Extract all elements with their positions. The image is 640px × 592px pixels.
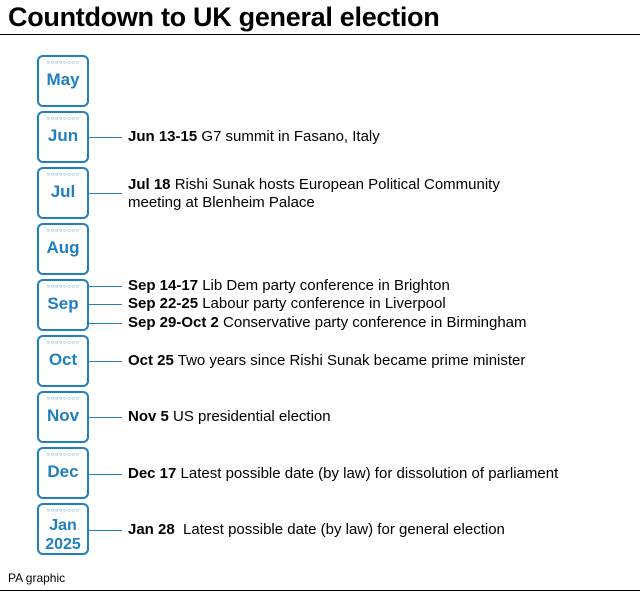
- event-conservative-conference: [128, 314, 527, 332]
- month-label: Nov: [46, 406, 80, 425]
- calendar-rings: ○○○○○○○○: [46, 284, 80, 290]
- calendar-rings: ○○○○○○○○: [46, 172, 80, 178]
- event-text: Conservative party conference in Birmingham: [218, 314, 527, 331]
- event-date: Nov 5: [128, 408, 169, 425]
- event-date: Sep 22-25: [128, 295, 199, 312]
- month-label: Aug: [46, 238, 80, 257]
- event-dissolution-deadline: [128, 465, 558, 483]
- event-election-deadline: [128, 521, 505, 539]
- event-date: Jun 13-15: [128, 128, 198, 145]
- event-text: Rishi Sunak hosts European Political Community: [170, 176, 500, 193]
- event-date: Oct 25: [128, 352, 174, 369]
- event-text: G7 summit in Fasano, Italy: [197, 128, 380, 145]
- connector-line: [89, 474, 122, 475]
- month-label: Sep: [47, 294, 79, 313]
- calendar-icon-nov: [37, 391, 89, 443]
- page-title: Countdown to UK general election: [8, 2, 440, 32]
- connector-line: [89, 304, 122, 305]
- event-text: Latest possible date (by law) for dissolution of parliament: [176, 465, 559, 482]
- connector-line: [89, 417, 122, 418]
- bottom-rule: [0, 590, 640, 591]
- event-date: Sep 14-17: [128, 277, 199, 294]
- event-date: Sep 29-Oct 2: [128, 314, 219, 331]
- calendar-icon-may: [37, 55, 89, 107]
- connector-line: [89, 361, 122, 362]
- calendar-rings: ○○○○○○○○: [46, 228, 80, 234]
- event-date: Jul 18: [128, 176, 171, 193]
- connector-line: [89, 286, 122, 287]
- event-labour-conference: [128, 295, 446, 313]
- calendar-icon-aug: [37, 223, 89, 275]
- calendar-rings: ○○○○○○○○: [46, 452, 80, 458]
- calendar-icon-jan-2025: [37, 503, 89, 555]
- calendar-icon-oct: [37, 335, 89, 387]
- event-date: Jan 28: [128, 521, 175, 538]
- title-rule: [0, 34, 640, 35]
- month-label: Dec: [47, 462, 79, 481]
- calendar-icon-jun: [37, 111, 89, 163]
- event-date: Dec 17: [128, 465, 177, 482]
- event-text-line2: meeting at Blenheim Palace: [128, 194, 315, 211]
- event-text: Latest possible date (by law) for general election: [174, 521, 505, 538]
- month-label: Jul: [50, 182, 76, 201]
- event-text: Lib Dem party conference in Brighton: [198, 277, 450, 294]
- month-label: Jun: [47, 126, 79, 145]
- connector-line: [89, 323, 122, 324]
- event-text: Labour party conference in Liverpool: [198, 295, 446, 312]
- event-g7-summit: [128, 128, 380, 146]
- calendar-rings: ○○○○○○○○: [46, 60, 80, 66]
- calendar-icon-dec: [37, 447, 89, 499]
- source-credit: PA graphic: [8, 571, 66, 585]
- calendar-icon-sep: [37, 279, 89, 331]
- connector-line: [89, 193, 122, 194]
- event-sunak-anniversary: [128, 352, 525, 370]
- event-text: US presidential election: [168, 408, 331, 425]
- calendar-rings: ○○○○○○○○: [46, 508, 80, 514]
- connector-line: [89, 530, 122, 531]
- event-epc-meeting: [128, 176, 500, 212]
- calendar-rings: ○○○○○○○○: [46, 116, 80, 122]
- calendar-rings: ○○○○○○○○: [46, 396, 80, 402]
- event-text: Two years since Rishi Sunak became prime minister: [173, 352, 526, 369]
- month-label: Jan 2025: [45, 517, 81, 553]
- month-label: May: [46, 70, 80, 89]
- connector-line: [89, 137, 122, 138]
- calendar-icon-jul: [37, 167, 89, 219]
- event-us-election: [128, 408, 331, 426]
- calendar-rings: ○○○○○○○○: [46, 340, 80, 346]
- event-lib-dem-conference: [128, 277, 450, 295]
- month-label: Oct: [48, 350, 78, 369]
